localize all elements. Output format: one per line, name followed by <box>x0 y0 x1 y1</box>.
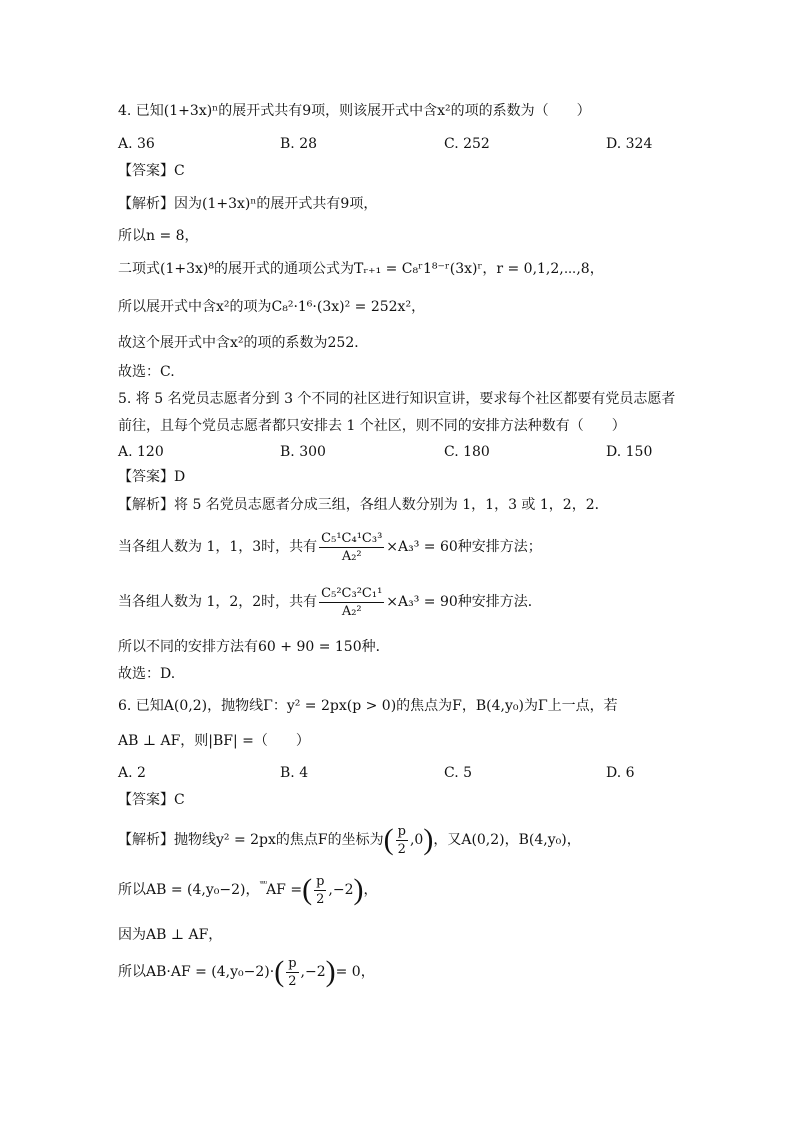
q4-option-d: D. 324 <box>606 136 653 152</box>
q4-solution-line-6: 故选：C. <box>118 364 175 380</box>
q4-solution-line-1: 【解析】因为(1+3x)ⁿ的展开式共有9项， <box>118 196 378 212</box>
q6-sol2-suffix: ， <box>363 882 378 898</box>
q6-solution-line-1 <box>118 820 581 860</box>
q4-solution-line-5: 故这个展开式中含x²的项的系数为252． <box>118 335 369 351</box>
q5-sol3-suffix: ×A₃³ = 90种安排方法． <box>386 594 542 610</box>
question-6-stem-line-2: AB ⊥ AF，则|BF| =（ ） <box>118 733 310 749</box>
q5-option-d: D. 150 <box>606 444 653 460</box>
fraction-numerator: p <box>397 823 406 839</box>
left-paren: ( <box>383 823 394 856</box>
q5-option-a: A. 120 <box>118 444 164 460</box>
q6-option-c: C. 5 <box>444 765 473 781</box>
q5-solution-line-4: 所以不同的安排方法有60 + 90 = 150种． <box>118 639 390 655</box>
fraction-numerator: C₅²C₃²C₁¹ <box>321 585 383 601</box>
q6-sol4-coord: ,−2 <box>300 964 326 980</box>
left-paren: ( <box>302 873 313 906</box>
q6-answer: 【答案】C <box>118 792 185 808</box>
q6-solution-line-2 <box>118 870 378 912</box>
question-4-stem: 4. 已知(1+3x)ⁿ的展开式共有9项，则该展开式中含x²的项的系数为（ ） <box>118 103 591 119</box>
q5-sol2-fraction <box>319 530 384 565</box>
fraction-numerator: p <box>316 873 325 889</box>
q6-sol1-suffix: ，又A(0,2)，B(4,y₀)， <box>433 832 581 848</box>
q5-sol2-suffix: ×A₃³ = 60种安排方法； <box>386 539 542 555</box>
q6-sol2-coord: ,−2 <box>328 882 354 898</box>
q6-sol1-coord: ,0 <box>409 832 424 848</box>
right-paren: ) <box>423 823 434 856</box>
q4-option-a: A. 36 <box>118 136 155 152</box>
q6-option-d: D. 6 <box>606 765 635 781</box>
q5-answer: 【答案】D <box>118 469 186 485</box>
fraction-denominator: 2 <box>316 891 325 907</box>
q4-option-c: C. 252 <box>444 136 490 152</box>
q4-answer: 【答案】C <box>118 163 185 179</box>
fraction-numerator: p <box>288 955 297 971</box>
fraction-denominator: 2 <box>397 841 406 857</box>
q4-solution-line-4: 所以展开式中含x²的项为C₈²·1⁶·(3x)² = 252x²， <box>118 299 426 315</box>
q5-sol3-prefix: 当各组人数为 1，2，2时，共有 <box>118 594 318 610</box>
q6-option-a: A. 2 <box>118 765 146 781</box>
q6-option-b: B. 4 <box>280 765 309 781</box>
q6-sol1-fraction <box>396 823 408 858</box>
q4-solution-line-2: 所以n = 8， <box>118 228 199 244</box>
question-5-stem-line-1: 5. 将 5 名党员志愿者分到 3 个不同的社区进行知识宣讲，要求每个社区都要有党员志愿者 <box>118 391 676 407</box>
q5-sol3-fraction <box>319 585 384 620</box>
q4-solution-line-3: 二项式(1+3x)⁸的展开式的通项公式为Tᵣ₊₁ = C₈ʳ1⁸⁻ʳ(3x)ʳ，r = 0,1,2,⋯,8， <box>118 261 604 277</box>
fraction-denominator: A₂² <box>341 548 362 564</box>
fraction-denominator: A₂² <box>341 603 362 619</box>
q6-sol4-suffix: = 0， <box>335 964 375 980</box>
q5-solution-line-3 <box>118 582 542 622</box>
question-5-stem-line-2: 前往，且每个党员志愿者都只安排去 1 个社区，则不同的安排方法种数有（ ） <box>118 418 626 434</box>
q6-solution-line-3: 因为AB ⊥ AF， <box>118 927 223 943</box>
right-paren: ) <box>325 955 336 988</box>
fraction-denominator: 2 <box>288 973 297 989</box>
left-paren: ( <box>274 955 285 988</box>
q5-option-b: B. 300 <box>280 444 326 460</box>
q6-sol4-fraction <box>286 955 298 990</box>
q5-solution-line-5: 故选：D. <box>118 666 176 682</box>
q6-solution-line-4 <box>118 952 375 992</box>
q5-sol2-prefix: 当各组人数为 1，1，3时，共有 <box>118 539 318 555</box>
q5-option-c: C. 180 <box>444 444 490 460</box>
q5-solution-line-2 <box>118 527 542 567</box>
q4-option-b: B. 28 <box>280 136 318 152</box>
q6-sol2-fraction <box>314 873 326 908</box>
fraction-numerator: C₅¹C₄¹C₃³ <box>321 530 383 546</box>
vector-arrow-mark: ᵘᵘᵘ <box>259 879 267 888</box>
right-paren: ) <box>353 873 364 906</box>
q6-sol1-prefix: 【解析】抛物线y² = 2px的焦点F的坐标为 <box>118 832 384 848</box>
q6-sol2-vector-af: AF = <box>266 882 303 898</box>
question-6-stem-line-1: 6. 已知A(0,2)，抛物线Γ：y² = 2px(p > 0)的焦点为F，B(4,y₀)为Γ上一点，若 <box>118 698 618 714</box>
q6-sol4-prefix: 所以AB·AF = (4,y₀−2)· <box>118 964 275 980</box>
q6-sol2-prefix: 所以AB = (4,y₀−2)， <box>118 882 260 898</box>
q5-solution-line-1: 【解析】将 5 名党员志愿者分成三组，各组人数分别为 1，1，3 或 1，2，2． <box>118 497 609 513</box>
